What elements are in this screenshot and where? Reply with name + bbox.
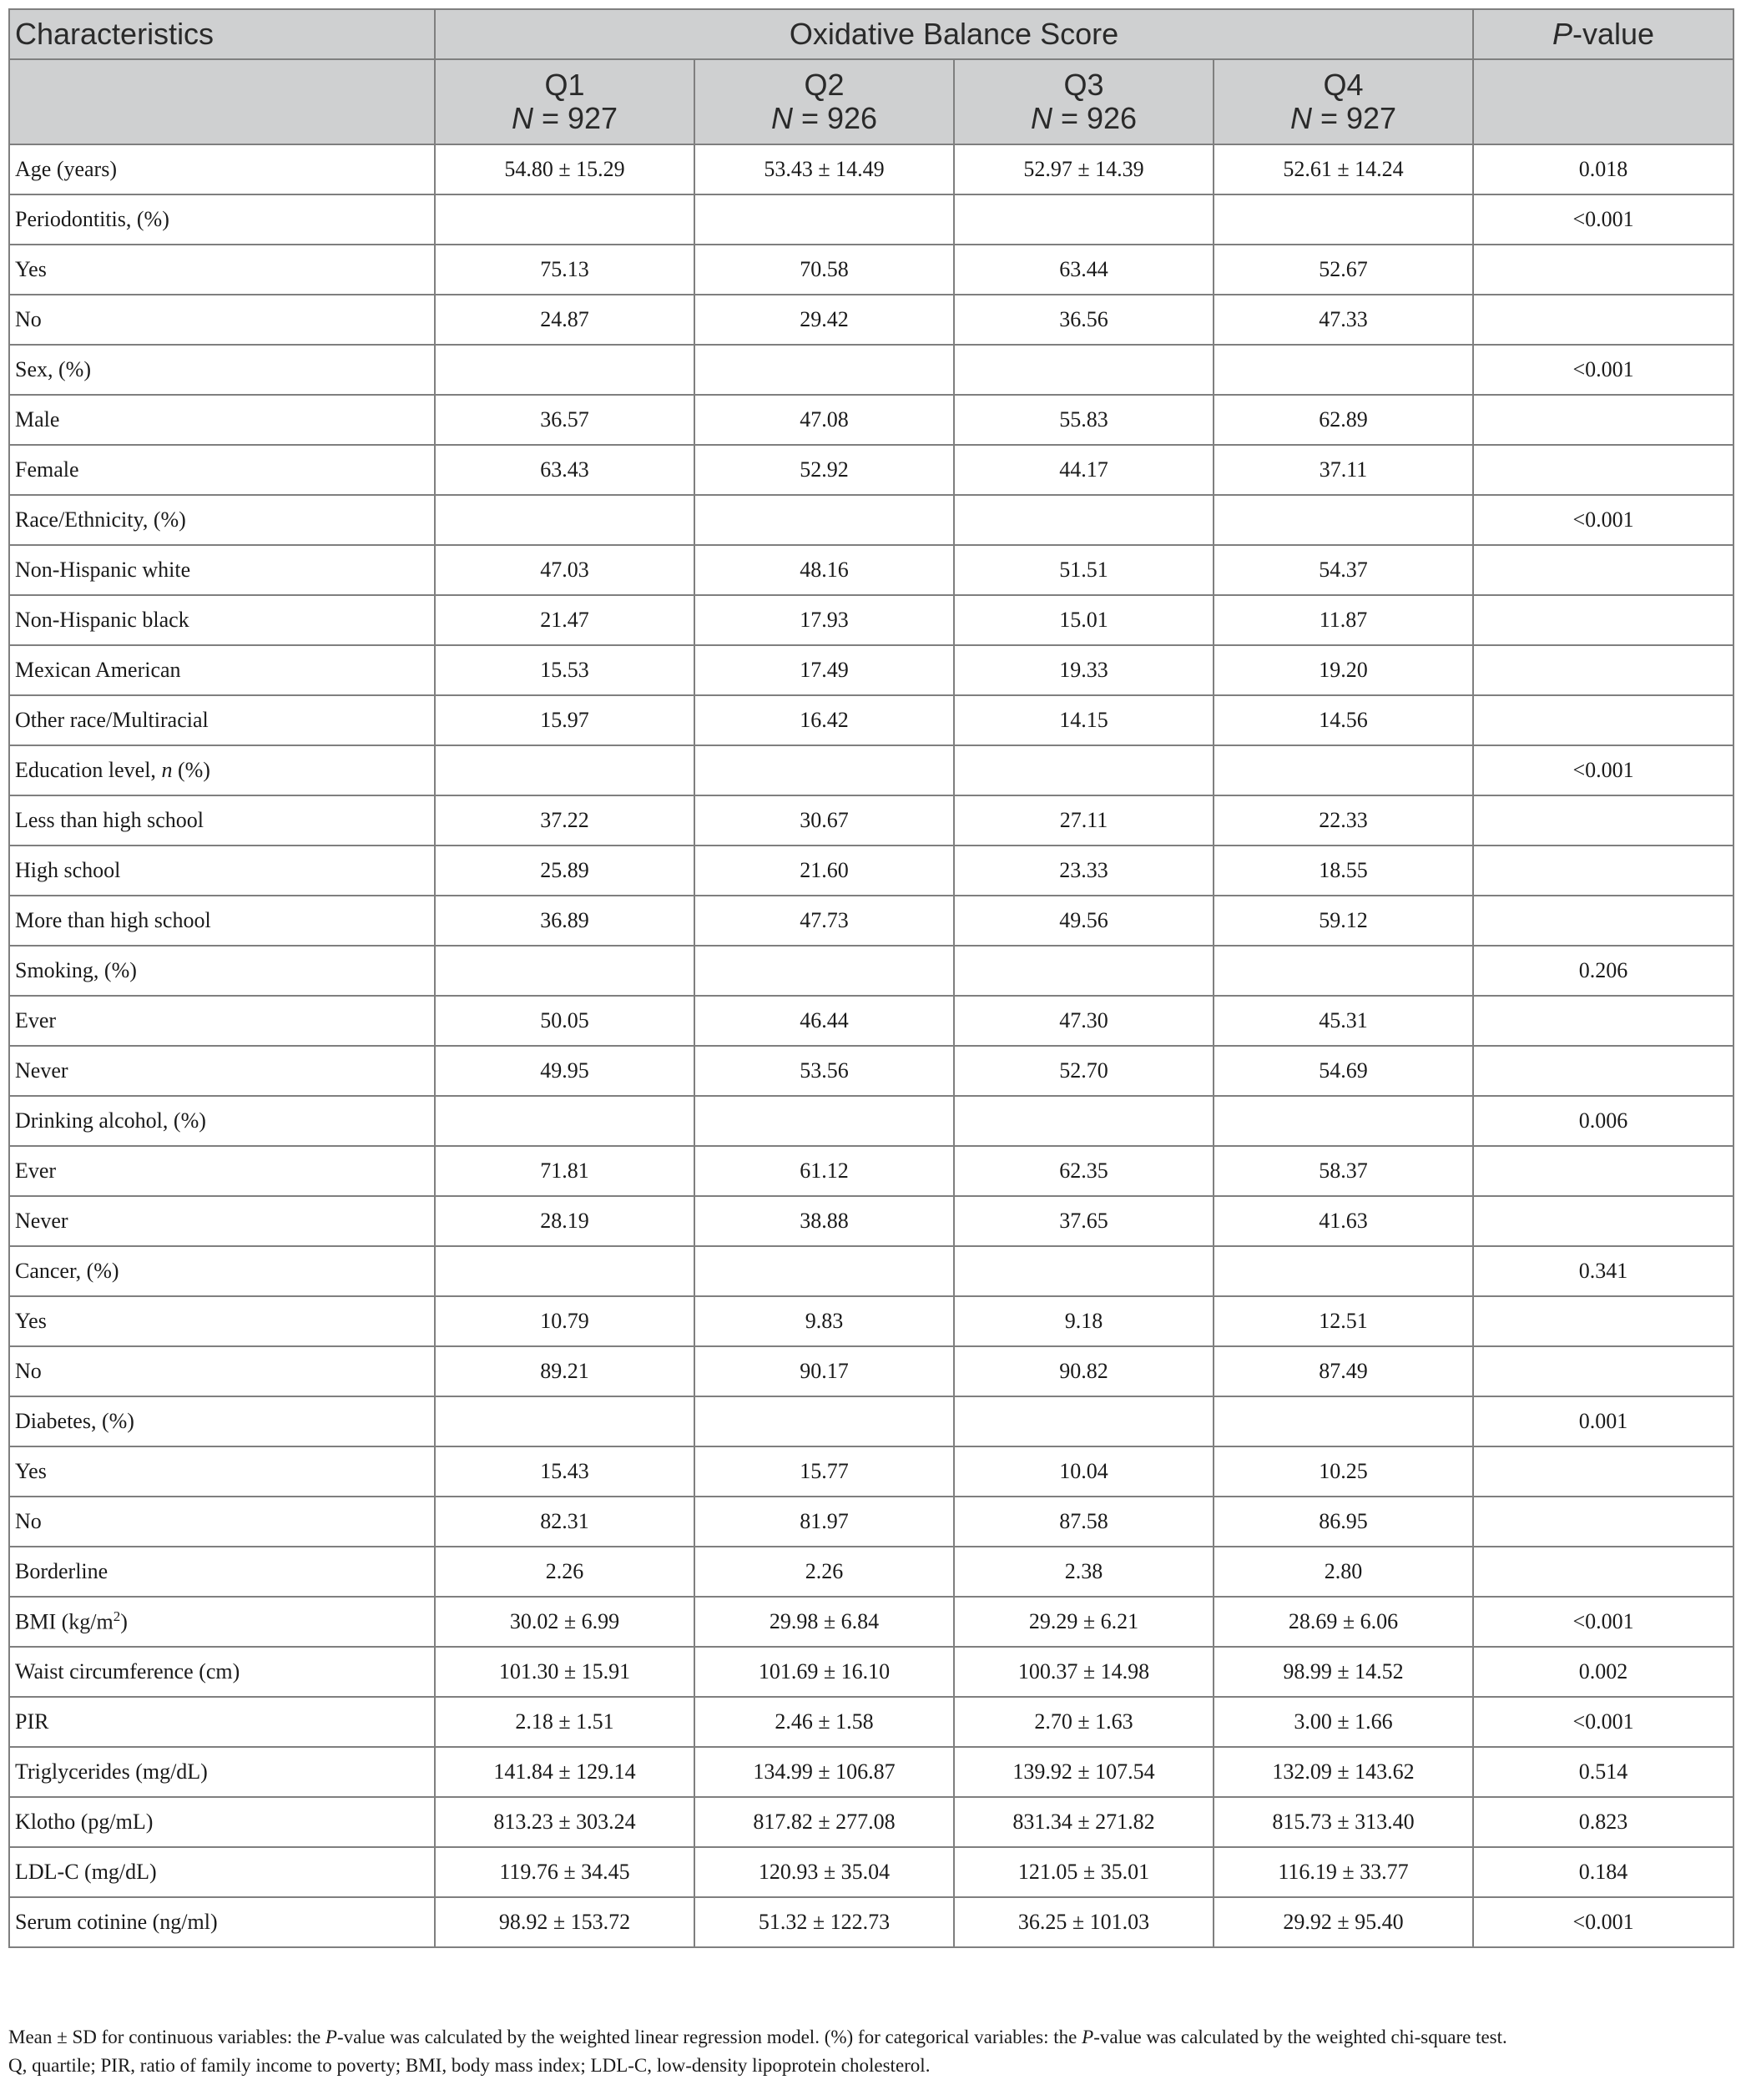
cell-p-value: 0.823 bbox=[1473, 1797, 1733, 1847]
cell-q3: 27.11 bbox=[954, 795, 1214, 846]
cell-q4 bbox=[1214, 345, 1473, 395]
cell-q2: 2.26 bbox=[694, 1547, 954, 1597]
cell-q4: 54.69 bbox=[1214, 1046, 1473, 1096]
row-label: Ever bbox=[9, 996, 435, 1046]
cell-p-value bbox=[1473, 1446, 1733, 1497]
cell-q3: 2.70 ± 1.63 bbox=[954, 1697, 1214, 1747]
table-row bbox=[9, 1146, 1733, 1196]
cell-q1: 141.84 ± 129.14 bbox=[435, 1747, 694, 1797]
table-row bbox=[9, 545, 1733, 595]
cell-q2: 53.56 bbox=[694, 1046, 954, 1096]
cell-q3: 23.33 bbox=[954, 846, 1214, 896]
table-row bbox=[9, 1797, 1733, 1847]
row-label: Drinking alcohol, (%) bbox=[9, 1096, 435, 1146]
table-row bbox=[9, 1196, 1733, 1246]
row-label: Borderline bbox=[9, 1547, 435, 1597]
cell-p-value bbox=[1473, 1346, 1733, 1396]
cell-q2: 38.88 bbox=[694, 1196, 954, 1246]
cell-q2 bbox=[694, 1396, 954, 1446]
cell-q3: 15.01 bbox=[954, 595, 1214, 645]
table-row bbox=[9, 795, 1733, 846]
header-characteristics: Characteristics bbox=[9, 9, 435, 59]
cell-p-value: <0.001 bbox=[1473, 1897, 1733, 1947]
row-label: Yes bbox=[9, 1296, 435, 1346]
row-label: Periodontitis, (%) bbox=[9, 194, 435, 245]
cell-q3 bbox=[954, 194, 1214, 245]
table-row bbox=[9, 1346, 1733, 1396]
cell-q4: 54.37 bbox=[1214, 545, 1473, 595]
cell-q2: 17.93 bbox=[694, 595, 954, 645]
cell-q1: 98.92 ± 153.72 bbox=[435, 1897, 694, 1947]
cell-q1: 25.89 bbox=[435, 846, 694, 896]
table-row bbox=[9, 194, 1733, 245]
table-row bbox=[9, 1547, 1733, 1597]
cell-q3: 29.29 ± 6.21 bbox=[954, 1597, 1214, 1647]
table-row bbox=[9, 144, 1733, 194]
cell-q4: 59.12 bbox=[1214, 896, 1473, 946]
row-label: Non-Hispanic black bbox=[9, 595, 435, 645]
cell-q3: 62.35 bbox=[954, 1146, 1214, 1196]
cell-q2: 120.93 ± 35.04 bbox=[694, 1847, 954, 1897]
cell-q2 bbox=[694, 495, 954, 545]
cell-q2: 17.49 bbox=[694, 645, 954, 695]
row-label: More than high school bbox=[9, 896, 435, 946]
row-label: Non-Hispanic white bbox=[9, 545, 435, 595]
cell-q3: 87.58 bbox=[954, 1497, 1214, 1547]
table-footnote bbox=[8, 2023, 1733, 2080]
row-label: Sex, (%) bbox=[9, 345, 435, 395]
cell-q2: 29.98 ± 6.84 bbox=[694, 1597, 954, 1647]
row-label: Serum cotinine (ng/ml) bbox=[9, 1897, 435, 1947]
header-p-value: P-value bbox=[1473, 9, 1733, 59]
cell-q2: 2.46 ± 1.58 bbox=[694, 1697, 954, 1747]
cell-q1: 101.30 ± 15.91 bbox=[435, 1647, 694, 1697]
cell-p-value: 0.341 bbox=[1473, 1246, 1733, 1296]
cell-q1: 2.18 ± 1.51 bbox=[435, 1697, 694, 1747]
cell-q1: 15.43 bbox=[435, 1446, 694, 1497]
row-label: Mexican American bbox=[9, 645, 435, 695]
cell-q2 bbox=[694, 345, 954, 395]
cell-q2: 52.92 bbox=[694, 445, 954, 495]
cell-q4: 3.00 ± 1.66 bbox=[1214, 1697, 1473, 1747]
characteristics-table bbox=[8, 8, 1734, 1948]
cell-q1: 49.95 bbox=[435, 1046, 694, 1096]
cell-p-value: 0.002 bbox=[1473, 1647, 1733, 1697]
cell-q1: 24.87 bbox=[435, 295, 694, 345]
cell-q3 bbox=[954, 1096, 1214, 1146]
row-label: Never bbox=[9, 1196, 435, 1246]
cell-q3: 36.56 bbox=[954, 295, 1214, 345]
row-label: No bbox=[9, 1346, 435, 1396]
header-q2: Q2 N = 926 bbox=[694, 59, 954, 144]
cell-q1 bbox=[435, 745, 694, 795]
cell-p-value: 0.206 bbox=[1473, 946, 1733, 996]
table-row bbox=[9, 1597, 1733, 1647]
cell-q1 bbox=[435, 194, 694, 245]
cell-q1 bbox=[435, 1096, 694, 1146]
row-label: Less than high school bbox=[9, 795, 435, 846]
row-label: No bbox=[9, 295, 435, 345]
cell-q2 bbox=[694, 745, 954, 795]
cell-p-value: <0.001 bbox=[1473, 1697, 1733, 1747]
cell-p-value: <0.001 bbox=[1473, 1597, 1733, 1647]
cell-q4: 86.95 bbox=[1214, 1497, 1473, 1547]
cell-q4: 2.80 bbox=[1214, 1547, 1473, 1597]
table-row bbox=[9, 846, 1733, 896]
cell-q2: 46.44 bbox=[694, 996, 954, 1046]
cell-p-value bbox=[1473, 695, 1733, 745]
table-body bbox=[9, 144, 1733, 1947]
cell-p-value bbox=[1473, 395, 1733, 445]
row-label: Female bbox=[9, 445, 435, 495]
cell-q3: 100.37 ± 14.98 bbox=[954, 1647, 1214, 1697]
cell-q4: 11.87 bbox=[1214, 595, 1473, 645]
cell-q4: 28.69 ± 6.06 bbox=[1214, 1597, 1473, 1647]
cell-q3: 90.82 bbox=[954, 1346, 1214, 1396]
cell-q3: 2.38 bbox=[954, 1547, 1214, 1597]
table-row bbox=[9, 1647, 1733, 1697]
cell-p-value: 0.184 bbox=[1473, 1847, 1733, 1897]
cell-q4: 47.33 bbox=[1214, 295, 1473, 345]
table-row bbox=[9, 1246, 1733, 1296]
cell-p-value bbox=[1473, 595, 1733, 645]
cell-p-value bbox=[1473, 846, 1733, 896]
table-row bbox=[9, 695, 1733, 745]
header-oxidative-balance-score: Oxidative Balance Score bbox=[435, 9, 1473, 59]
cell-q4: 62.89 bbox=[1214, 395, 1473, 445]
cell-q3: 36.25 ± 101.03 bbox=[954, 1897, 1214, 1947]
table-row bbox=[9, 1697, 1733, 1747]
cell-q1 bbox=[435, 495, 694, 545]
cell-q1: 89.21 bbox=[435, 1346, 694, 1396]
cell-q4: 52.67 bbox=[1214, 245, 1473, 295]
cell-q4: 18.55 bbox=[1214, 846, 1473, 896]
cell-q1: 50.05 bbox=[435, 996, 694, 1046]
cell-q3: 55.83 bbox=[954, 395, 1214, 445]
cell-q2: 30.67 bbox=[694, 795, 954, 846]
row-label: No bbox=[9, 1497, 435, 1547]
cell-q3: 63.44 bbox=[954, 245, 1214, 295]
cell-p-value: <0.001 bbox=[1473, 194, 1733, 245]
cell-p-value bbox=[1473, 1296, 1733, 1346]
cell-p-value: <0.001 bbox=[1473, 745, 1733, 795]
table-row bbox=[9, 395, 1733, 445]
table-row bbox=[9, 896, 1733, 946]
row-label: Education level, n (%) bbox=[9, 745, 435, 795]
cell-p-value bbox=[1473, 295, 1733, 345]
cell-q4: 52.61 ± 14.24 bbox=[1214, 144, 1473, 194]
row-label: Yes bbox=[9, 245, 435, 295]
cell-q3: 121.05 ± 35.01 bbox=[954, 1847, 1214, 1897]
table-row bbox=[9, 495, 1733, 545]
cell-q1: 63.43 bbox=[435, 445, 694, 495]
cell-q3: 14.15 bbox=[954, 695, 1214, 745]
cell-q3 bbox=[954, 745, 1214, 795]
cell-q3: 9.18 bbox=[954, 1296, 1214, 1346]
cell-q3: 52.97 ± 14.39 bbox=[954, 144, 1214, 194]
cell-q3 bbox=[954, 1396, 1214, 1446]
cell-q1: 37.22 bbox=[435, 795, 694, 846]
cell-q3: 831.34 ± 271.82 bbox=[954, 1797, 1214, 1847]
header-q1: Q1 N = 927 bbox=[435, 59, 694, 144]
table-row bbox=[9, 1046, 1733, 1096]
cell-q3 bbox=[954, 345, 1214, 395]
cell-q4 bbox=[1214, 495, 1473, 545]
cell-q4: 12.51 bbox=[1214, 1296, 1473, 1346]
cell-q2: 61.12 bbox=[694, 1146, 954, 1196]
footnote-line-1: Mean ± SD for continuous variables: the P-value was calculated by the weighted linear regression model. (%) for categorical variables: the P-value was calculated by the weighted chi-square test. bbox=[8, 2027, 1507, 2047]
cell-q2 bbox=[694, 1246, 954, 1296]
cell-p-value bbox=[1473, 545, 1733, 595]
cell-q4 bbox=[1214, 1396, 1473, 1446]
table-row bbox=[9, 595, 1733, 645]
cell-q1: 30.02 ± 6.99 bbox=[435, 1597, 694, 1647]
row-label: LDL-C (mg/dL) bbox=[9, 1847, 435, 1897]
cell-q2 bbox=[694, 946, 954, 996]
table-row bbox=[9, 645, 1733, 695]
cell-q1: 10.79 bbox=[435, 1296, 694, 1346]
header-q4: Q4 N = 927 bbox=[1214, 59, 1473, 144]
cell-p-value bbox=[1473, 445, 1733, 495]
cell-q2: 81.97 bbox=[694, 1497, 954, 1547]
row-label: Klotho (pg/mL) bbox=[9, 1797, 435, 1847]
cell-q2: 90.17 bbox=[694, 1346, 954, 1396]
cell-q4: 98.99 ± 14.52 bbox=[1214, 1647, 1473, 1697]
cell-q1: 71.81 bbox=[435, 1146, 694, 1196]
row-label: Race/Ethnicity, (%) bbox=[9, 495, 435, 545]
cell-q2: 16.42 bbox=[694, 695, 954, 745]
cell-q1: 82.31 bbox=[435, 1497, 694, 1547]
row-label: PIR bbox=[9, 1697, 435, 1747]
row-label: Never bbox=[9, 1046, 435, 1096]
cell-q2: 70.58 bbox=[694, 245, 954, 295]
table-row bbox=[9, 745, 1733, 795]
table-row bbox=[9, 1296, 1733, 1346]
table-row bbox=[9, 1446, 1733, 1497]
cell-q4: 19.20 bbox=[1214, 645, 1473, 695]
cell-q3: 10.04 bbox=[954, 1446, 1214, 1497]
cell-q1: 15.53 bbox=[435, 645, 694, 695]
table-row bbox=[9, 1747, 1733, 1797]
cell-q3: 37.65 bbox=[954, 1196, 1214, 1246]
cell-q2: 47.73 bbox=[694, 896, 954, 946]
cell-q2: 51.32 ± 122.73 bbox=[694, 1897, 954, 1947]
cell-q4: 22.33 bbox=[1214, 795, 1473, 846]
cell-q2: 101.69 ± 16.10 bbox=[694, 1647, 954, 1697]
cell-p-value bbox=[1473, 795, 1733, 846]
cell-q2 bbox=[694, 1096, 954, 1146]
cell-q1: 36.89 bbox=[435, 896, 694, 946]
cell-q3 bbox=[954, 495, 1214, 545]
row-label: BMI $(kg/m^2)$ bbox=[9, 1597, 435, 1647]
cell-q2: 817.82 ± 277.08 bbox=[694, 1797, 954, 1847]
cell-q4: 87.49 bbox=[1214, 1346, 1473, 1396]
row-label: Male bbox=[9, 395, 435, 445]
table-row bbox=[9, 245, 1733, 295]
header-empty-right bbox=[1473, 59, 1733, 144]
cell-q1 bbox=[435, 1246, 694, 1296]
row-label: Waist circumference (cm) bbox=[9, 1647, 435, 1697]
table-row bbox=[9, 1847, 1733, 1897]
cell-p-value bbox=[1473, 1046, 1733, 1096]
cell-p-value: 0.018 bbox=[1473, 144, 1733, 194]
cell-q4: 58.37 bbox=[1214, 1146, 1473, 1196]
row-label: Age (years) bbox=[9, 144, 435, 194]
cell-q3: 44.17 bbox=[954, 445, 1214, 495]
row-label: Other race/Multiracial bbox=[9, 695, 435, 745]
cell-q1: 75.13 bbox=[435, 245, 694, 295]
cell-q3: 47.30 bbox=[954, 996, 1214, 1046]
cell-q4 bbox=[1214, 194, 1473, 245]
footnote-line-2: Q, quartile; PIR, ratio of family income to poverty; BMI, body mass index; LDL-C, low-density lipoprotein cholesterol. bbox=[8, 2055, 931, 2076]
cell-q1: 47.03 bbox=[435, 545, 694, 595]
cell-q4: 41.63 bbox=[1214, 1196, 1473, 1246]
row-label: Ever bbox=[9, 1146, 435, 1196]
cell-p-value bbox=[1473, 996, 1733, 1046]
cell-q4: 14.56 bbox=[1214, 695, 1473, 745]
table-row bbox=[9, 1897, 1733, 1947]
table-row bbox=[9, 1396, 1733, 1446]
cell-p-value: 0.001 bbox=[1473, 1396, 1733, 1446]
cell-q3 bbox=[954, 1246, 1214, 1296]
cell-q1: 28.19 bbox=[435, 1196, 694, 1246]
row-label: Triglycerides (mg/dL) bbox=[9, 1747, 435, 1797]
row-label: High school bbox=[9, 846, 435, 896]
row-label: Yes bbox=[9, 1446, 435, 1497]
row-label: Cancer, (%) bbox=[9, 1246, 435, 1296]
cell-q1: 813.23 ± 303.24 bbox=[435, 1797, 694, 1847]
row-label: Diabetes, (%) bbox=[9, 1396, 435, 1446]
row-label: Smoking, (%) bbox=[9, 946, 435, 996]
cell-q3: 19.33 bbox=[954, 645, 1214, 695]
cell-q4: 29.92 ± 95.40 bbox=[1214, 1897, 1473, 1947]
cell-q4 bbox=[1214, 1096, 1473, 1146]
cell-p-value: 0.006 bbox=[1473, 1096, 1733, 1146]
table-row bbox=[9, 1096, 1733, 1146]
cell-p-value bbox=[1473, 1196, 1733, 1246]
cell-p-value: <0.001 bbox=[1473, 495, 1733, 545]
cell-q4: 815.73 ± 313.40 bbox=[1214, 1797, 1473, 1847]
cell-q4 bbox=[1214, 1246, 1473, 1296]
cell-q4: 45.31 bbox=[1214, 996, 1473, 1046]
cell-q2: 29.42 bbox=[694, 295, 954, 345]
cell-q1 bbox=[435, 1396, 694, 1446]
cell-q1: 15.97 bbox=[435, 695, 694, 745]
cell-q1: 54.80 ± 15.29 bbox=[435, 144, 694, 194]
cell-p-value bbox=[1473, 245, 1733, 295]
table-row bbox=[9, 345, 1733, 395]
cell-p-value bbox=[1473, 1146, 1733, 1196]
cell-q1 bbox=[435, 946, 694, 996]
cell-q1 bbox=[435, 345, 694, 395]
cell-q3: 49.56 bbox=[954, 896, 1214, 946]
table-row bbox=[9, 946, 1733, 996]
cell-q1: 36.57 bbox=[435, 395, 694, 445]
cell-q2: 21.60 bbox=[694, 846, 954, 896]
table-row bbox=[9, 295, 1733, 345]
cell-q2: 48.16 bbox=[694, 545, 954, 595]
cell-q4: 132.09 ± 143.62 bbox=[1214, 1747, 1473, 1797]
cell-q3 bbox=[954, 946, 1214, 996]
table-row bbox=[9, 996, 1733, 1046]
cell-q2: 134.99 ± 106.87 bbox=[694, 1747, 954, 1797]
cell-q3: 52.70 bbox=[954, 1046, 1214, 1096]
table-header bbox=[9, 9, 1733, 144]
cell-q2: 53.43 ± 14.49 bbox=[694, 144, 954, 194]
cell-q4 bbox=[1214, 745, 1473, 795]
cell-q3: 139.92 ± 107.54 bbox=[954, 1747, 1214, 1797]
cell-p-value bbox=[1473, 645, 1733, 695]
cell-q2: 15.77 bbox=[694, 1446, 954, 1497]
cell-q4: 37.11 bbox=[1214, 445, 1473, 495]
header-empty-left bbox=[9, 59, 435, 144]
cell-q2: 9.83 bbox=[694, 1296, 954, 1346]
cell-q2: 47.08 bbox=[694, 395, 954, 445]
cell-p-value: 0.514 bbox=[1473, 1747, 1733, 1797]
table-row bbox=[9, 445, 1733, 495]
cell-q3: 51.51 bbox=[954, 545, 1214, 595]
table-row bbox=[9, 1497, 1733, 1547]
cell-q4 bbox=[1214, 946, 1473, 996]
table-container bbox=[8, 8, 1733, 1948]
header-q3: Q3 N = 926 bbox=[954, 59, 1214, 144]
cell-q2 bbox=[694, 194, 954, 245]
cell-p-value bbox=[1473, 1547, 1733, 1597]
cell-q4: 116.19 ± 33.77 bbox=[1214, 1847, 1473, 1897]
cell-q1: 21.47 bbox=[435, 595, 694, 645]
cell-p-value bbox=[1473, 1497, 1733, 1547]
cell-p-value: <0.001 bbox=[1473, 345, 1733, 395]
cell-p-value bbox=[1473, 896, 1733, 946]
cell-q4: 10.25 bbox=[1214, 1446, 1473, 1497]
cell-q1: 2.26 bbox=[435, 1547, 694, 1597]
cell-q1: 119.76 ± 34.45 bbox=[435, 1847, 694, 1897]
